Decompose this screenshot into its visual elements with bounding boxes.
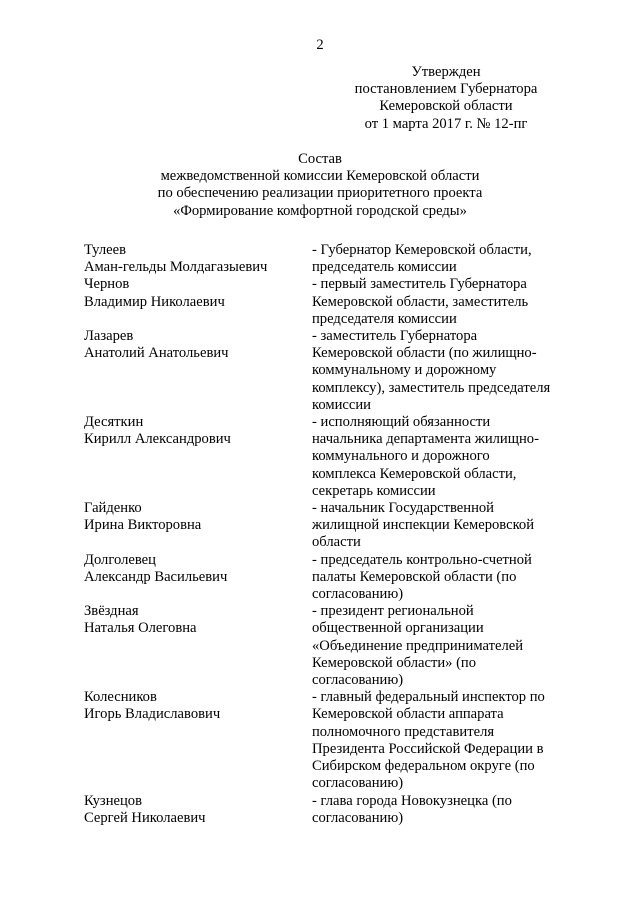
member-role-line: - заместитель Губернатора <box>312 328 478 345</box>
member-row <box>84 603 564 689</box>
member-name <box>84 793 312 827</box>
member-name <box>84 500 312 534</box>
member-role-line: председатель комиссии <box>312 259 457 276</box>
member-role-line: жилищной инспекции Кемеровской <box>312 517 535 534</box>
member-given-names: Сергей Николаевич <box>84 809 206 826</box>
member-row <box>84 242 564 276</box>
member-row <box>84 414 564 500</box>
member-given-names: Аман-гельды Молдагазыевич <box>84 259 268 276</box>
member-surname: Тулеев <box>84 242 126 258</box>
member-role <box>312 276 564 328</box>
member-row <box>84 793 564 827</box>
member-surname: Звёздная <box>84 603 139 620</box>
member-role-line: председателя комиссии <box>312 310 457 327</box>
member-role-line: комиссии <box>312 396 371 413</box>
member-role-line: - начальник Государственной <box>312 500 494 517</box>
member-name <box>84 552 312 586</box>
member-role-line: начальника департамента жилищно- <box>312 431 539 448</box>
title-line: Состав <box>298 151 342 167</box>
member-role-line: коммунального и дорожного <box>312 448 490 465</box>
member-role-line: палаты Кемеровской области (по <box>312 568 517 585</box>
member-role <box>312 500 564 552</box>
document-title <box>100 151 540 220</box>
member-role-line: комплексу), заместитель председателя <box>312 379 551 396</box>
member-surname: Десяткин <box>84 414 144 431</box>
approval-line: от 1 марта 2017 г. № 12-пг <box>364 115 528 132</box>
member-row <box>84 552 564 604</box>
member-role-line: - главный федеральный инспектор по <box>312 689 545 706</box>
member-role-line: Президента Российской Федерации в <box>312 740 544 757</box>
member-given-names: Кирилл Александрович <box>84 431 231 448</box>
title-line: по обеспечению реализации приоритетного проекта <box>157 185 483 202</box>
members-list <box>84 242 564 827</box>
member-given-names: Владимир Николаевич <box>84 293 225 310</box>
member-name <box>84 689 312 723</box>
member-given-names: Александр Васильевич <box>84 568 228 585</box>
member-surname: Долголевец <box>84 551 156 568</box>
member-role-line: - Губернатор Кемеровской области, <box>312 242 532 258</box>
member-role-line: согласованию) <box>312 809 404 826</box>
member-row <box>84 500 564 552</box>
member-role-line: Кемеровской области аппарата <box>312 706 504 723</box>
member-role-line: коммунальному и дорожному <box>312 362 497 379</box>
member-role <box>312 414 564 500</box>
member-role <box>312 689 564 792</box>
member-role-line: комплекса Кемеровской области, <box>312 465 517 482</box>
member-role-line: - президент региональной <box>312 603 474 620</box>
member-name <box>84 603 312 637</box>
member-given-names: Анатолий Анатольевич <box>84 345 229 362</box>
member-surname: Гайденко <box>84 500 142 517</box>
member-role-line: - председатель контрольно-счетной <box>312 551 532 568</box>
approval-line: Утвержден <box>411 64 481 80</box>
member-surname: Лазарев <box>84 328 134 345</box>
member-given-names: Наталья Олеговна <box>84 620 197 637</box>
member-name <box>84 328 312 362</box>
member-role-line: Кемеровской области (по жилищно- <box>312 345 537 362</box>
approval-stamp <box>330 64 562 133</box>
member-surname: Колесников <box>84 689 157 706</box>
member-row <box>84 276 564 328</box>
member-role-line: области <box>312 534 361 551</box>
member-role <box>312 242 564 276</box>
member-surname: Чернов <box>84 276 130 293</box>
member-role-line: согласованию) <box>312 586 404 603</box>
approval-line: постановлением Губернатора <box>354 81 538 98</box>
member-role-line: секретарь комиссии <box>312 482 436 499</box>
member-given-names: Ирина Викторовна <box>84 517 202 534</box>
member-role-line: - первый заместитель Губернатора <box>312 276 527 293</box>
member-role-line: Сибирском федеральном округе (по <box>312 758 535 775</box>
member-row <box>84 689 564 792</box>
member-role <box>312 793 564 827</box>
member-role-line: - глава города Новокузнецка (по <box>312 792 512 809</box>
member-surname: Кузнецов <box>84 792 142 809</box>
member-given-names: Игорь Владиславович <box>84 706 221 723</box>
member-role-line: - исполняющий обязанности <box>312 414 491 431</box>
member-name <box>84 276 312 310</box>
member-row <box>84 328 564 414</box>
title-line: «Формирование комфортной городской среды» <box>173 202 467 219</box>
approval-line: Кемеровской области <box>379 98 513 115</box>
member-role <box>312 328 564 414</box>
member-role-line: полномочного представителя <box>312 723 495 740</box>
member-name <box>84 414 312 448</box>
member-role <box>312 603 564 689</box>
page-number: 2 <box>316 37 324 53</box>
member-role-line: согласованию) <box>312 672 404 689</box>
member-role-line: «Объединение предпринимателей <box>312 637 524 654</box>
title-line: межведомственной комиссии Кемеровской области <box>160 168 480 185</box>
member-name <box>84 242 312 276</box>
member-role-line: согласованию) <box>312 775 404 792</box>
member-role-line: общественной организации <box>312 620 484 637</box>
member-role <box>312 552 564 604</box>
member-role-line: Кемеровской области, заместитель <box>312 293 529 310</box>
member-role-line: Кемеровской области» (по <box>312 654 477 671</box>
